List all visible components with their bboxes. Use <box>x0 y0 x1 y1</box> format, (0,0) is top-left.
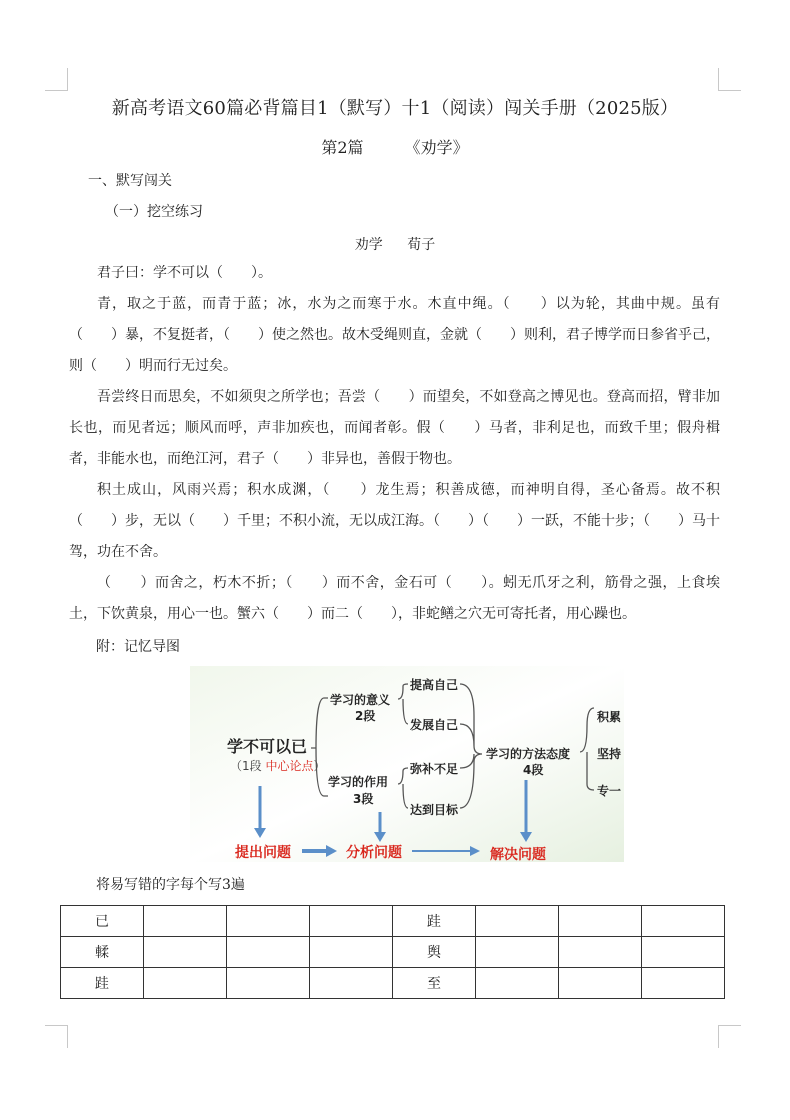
chapter-number: 第2篇 <box>321 138 364 157</box>
document-title: 新高考语文60篇必背篇目1（默写）十1（阅读）闯关手册（2025版） <box>111 98 679 119</box>
work-title: 劝学 <box>354 237 383 253</box>
crop-mark-top-right <box>718 68 741 91</box>
text-byline <box>60 234 730 254</box>
table-row <box>61 968 725 999</box>
writing-cell[interactable] <box>144 937 227 968</box>
method-leaf-1: 积累 <box>597 710 622 724</box>
method-branch-label: 学习的方法态度 <box>486 747 571 761</box>
center-topic-note <box>230 758 325 773</box>
practice-table <box>60 905 725 999</box>
flow-step-3: 解决问题 <box>490 847 546 862</box>
table-row <box>61 906 725 937</box>
crop-mark-bottom-right <box>718 1025 741 1048</box>
flow-step-2: 分析问题 <box>346 845 402 861</box>
writing-cell[interactable] <box>144 906 227 937</box>
practice-instruction: 将易写错的字每个写3遍 <box>96 877 245 893</box>
writing-cell[interactable] <box>227 906 310 937</box>
writing-cell[interactable] <box>310 906 393 937</box>
char-cell: 已 <box>61 906 144 937</box>
char-cell: 輮 <box>61 937 144 968</box>
appendix-label: 附：记忆导图 <box>96 639 180 655</box>
effect-branch-label: 学习的作用 <box>328 775 389 789</box>
writing-cell[interactable] <box>559 937 642 968</box>
chapter-name: 《劝学》 <box>404 138 469 157</box>
writing-cell[interactable] <box>310 968 393 999</box>
paragraph-1: 君子曰：学不可以（ ）。 <box>97 265 272 281</box>
center-note-prefix: （1段 <box>230 759 266 773</box>
writing-cell[interactable] <box>476 968 559 999</box>
char-cell: 跬 <box>393 906 476 937</box>
section-heading: 一、默写闯关 <box>88 173 172 189</box>
writing-cell[interactable] <box>642 937 725 968</box>
center-note-highlight: 中心论点 <box>265 759 314 773</box>
effect-leaf-1: 弥补不足 <box>410 762 459 776</box>
table-row <box>61 937 725 968</box>
meaning-branch-paragraph: 2段 <box>355 709 376 723</box>
writing-cell[interactable] <box>559 906 642 937</box>
effect-branch-paragraph: 3段 <box>353 792 374 806</box>
paragraph-3: 吾尝终日而思矣，不如须臾之所学也；吾尝（ ）而望矣，不如登高之博见也。登高而招，臂非加长也，而见者远；顺风而呼，声非加疾也，而闻者彰。假（ ）马者，非利足也，而致千里；假舟楫者，非能水也，而绝江河，君子（ ）非异也，善假于物也。 <box>69 389 720 467</box>
char-cell: 至 <box>393 968 476 999</box>
crop-mark-top-left <box>45 68 68 91</box>
writing-cell[interactable] <box>227 968 310 999</box>
center-topic: 学不可以已 <box>227 737 308 756</box>
flow-step-1: 提出问题 <box>235 845 291 861</box>
center-note-suffix: ） <box>313 759 326 773</box>
author-name: 荀子 <box>407 237 436 253</box>
writing-cell[interactable] <box>476 937 559 968</box>
paragraph-5: （ ）而舍之，朽木不折；（ ）而不舍，金石可（ ）。蚓无爪牙之利，筋骨之强，上食埃土，下饮黄泉，用心一也。蟹六（ ）而二（ ），非蛇鳝之穴无可寄托者，用心躁也。 <box>69 575 720 622</box>
writing-cell[interactable] <box>310 937 393 968</box>
writing-cell[interactable] <box>144 968 227 999</box>
meaning-leaf-1: 提高自己 <box>410 678 459 692</box>
meaning-branch-label: 学习的意义 <box>330 693 391 707</box>
writing-cell[interactable] <box>559 968 642 999</box>
char-cell: 舆 <box>393 937 476 968</box>
paragraph-4: 积土成山，风雨兴焉；积水成渊，（ ）龙生焉；积善成德，而神明自得，圣心备焉。故不积（ ）步，无以（ ）千里；不积小流，无以成江海。（ ）（ ）一跃，不能十步；（ ）马十驾，功在不舍。 <box>69 482 720 560</box>
writing-cell[interactable] <box>642 906 725 937</box>
effect-leaf-2: 达到目标 <box>410 803 459 817</box>
method-branch-paragraph: 4段 <box>523 763 544 777</box>
memory-mind-map <box>190 666 624 862</box>
writing-cell[interactable] <box>476 906 559 937</box>
crop-mark-bottom-left <box>45 1025 68 1048</box>
method-leaf-3: 专一 <box>597 784 622 798</box>
method-leaf-2: 坚持 <box>597 747 622 761</box>
writing-cell[interactable] <box>642 968 725 999</box>
subsection-heading: （一）挖空练习 <box>105 204 203 220</box>
writing-cell[interactable] <box>227 937 310 968</box>
char-cell: 跬 <box>61 968 144 999</box>
chapter-heading <box>60 135 730 158</box>
meaning-leaf-2: 发展自己 <box>410 718 459 732</box>
paragraph-2: 青，取之于蓝，而青于蓝；冰，水为之而寒于水。木直中绳。（ ）以为轮，其曲中规。虽有（ ）暴，不复挺者，（ ）使之然也。故木受绳则直，金就（ ）则利，君子博学而日参省乎己，则（ ）明而行无过矣。 <box>69 296 720 374</box>
